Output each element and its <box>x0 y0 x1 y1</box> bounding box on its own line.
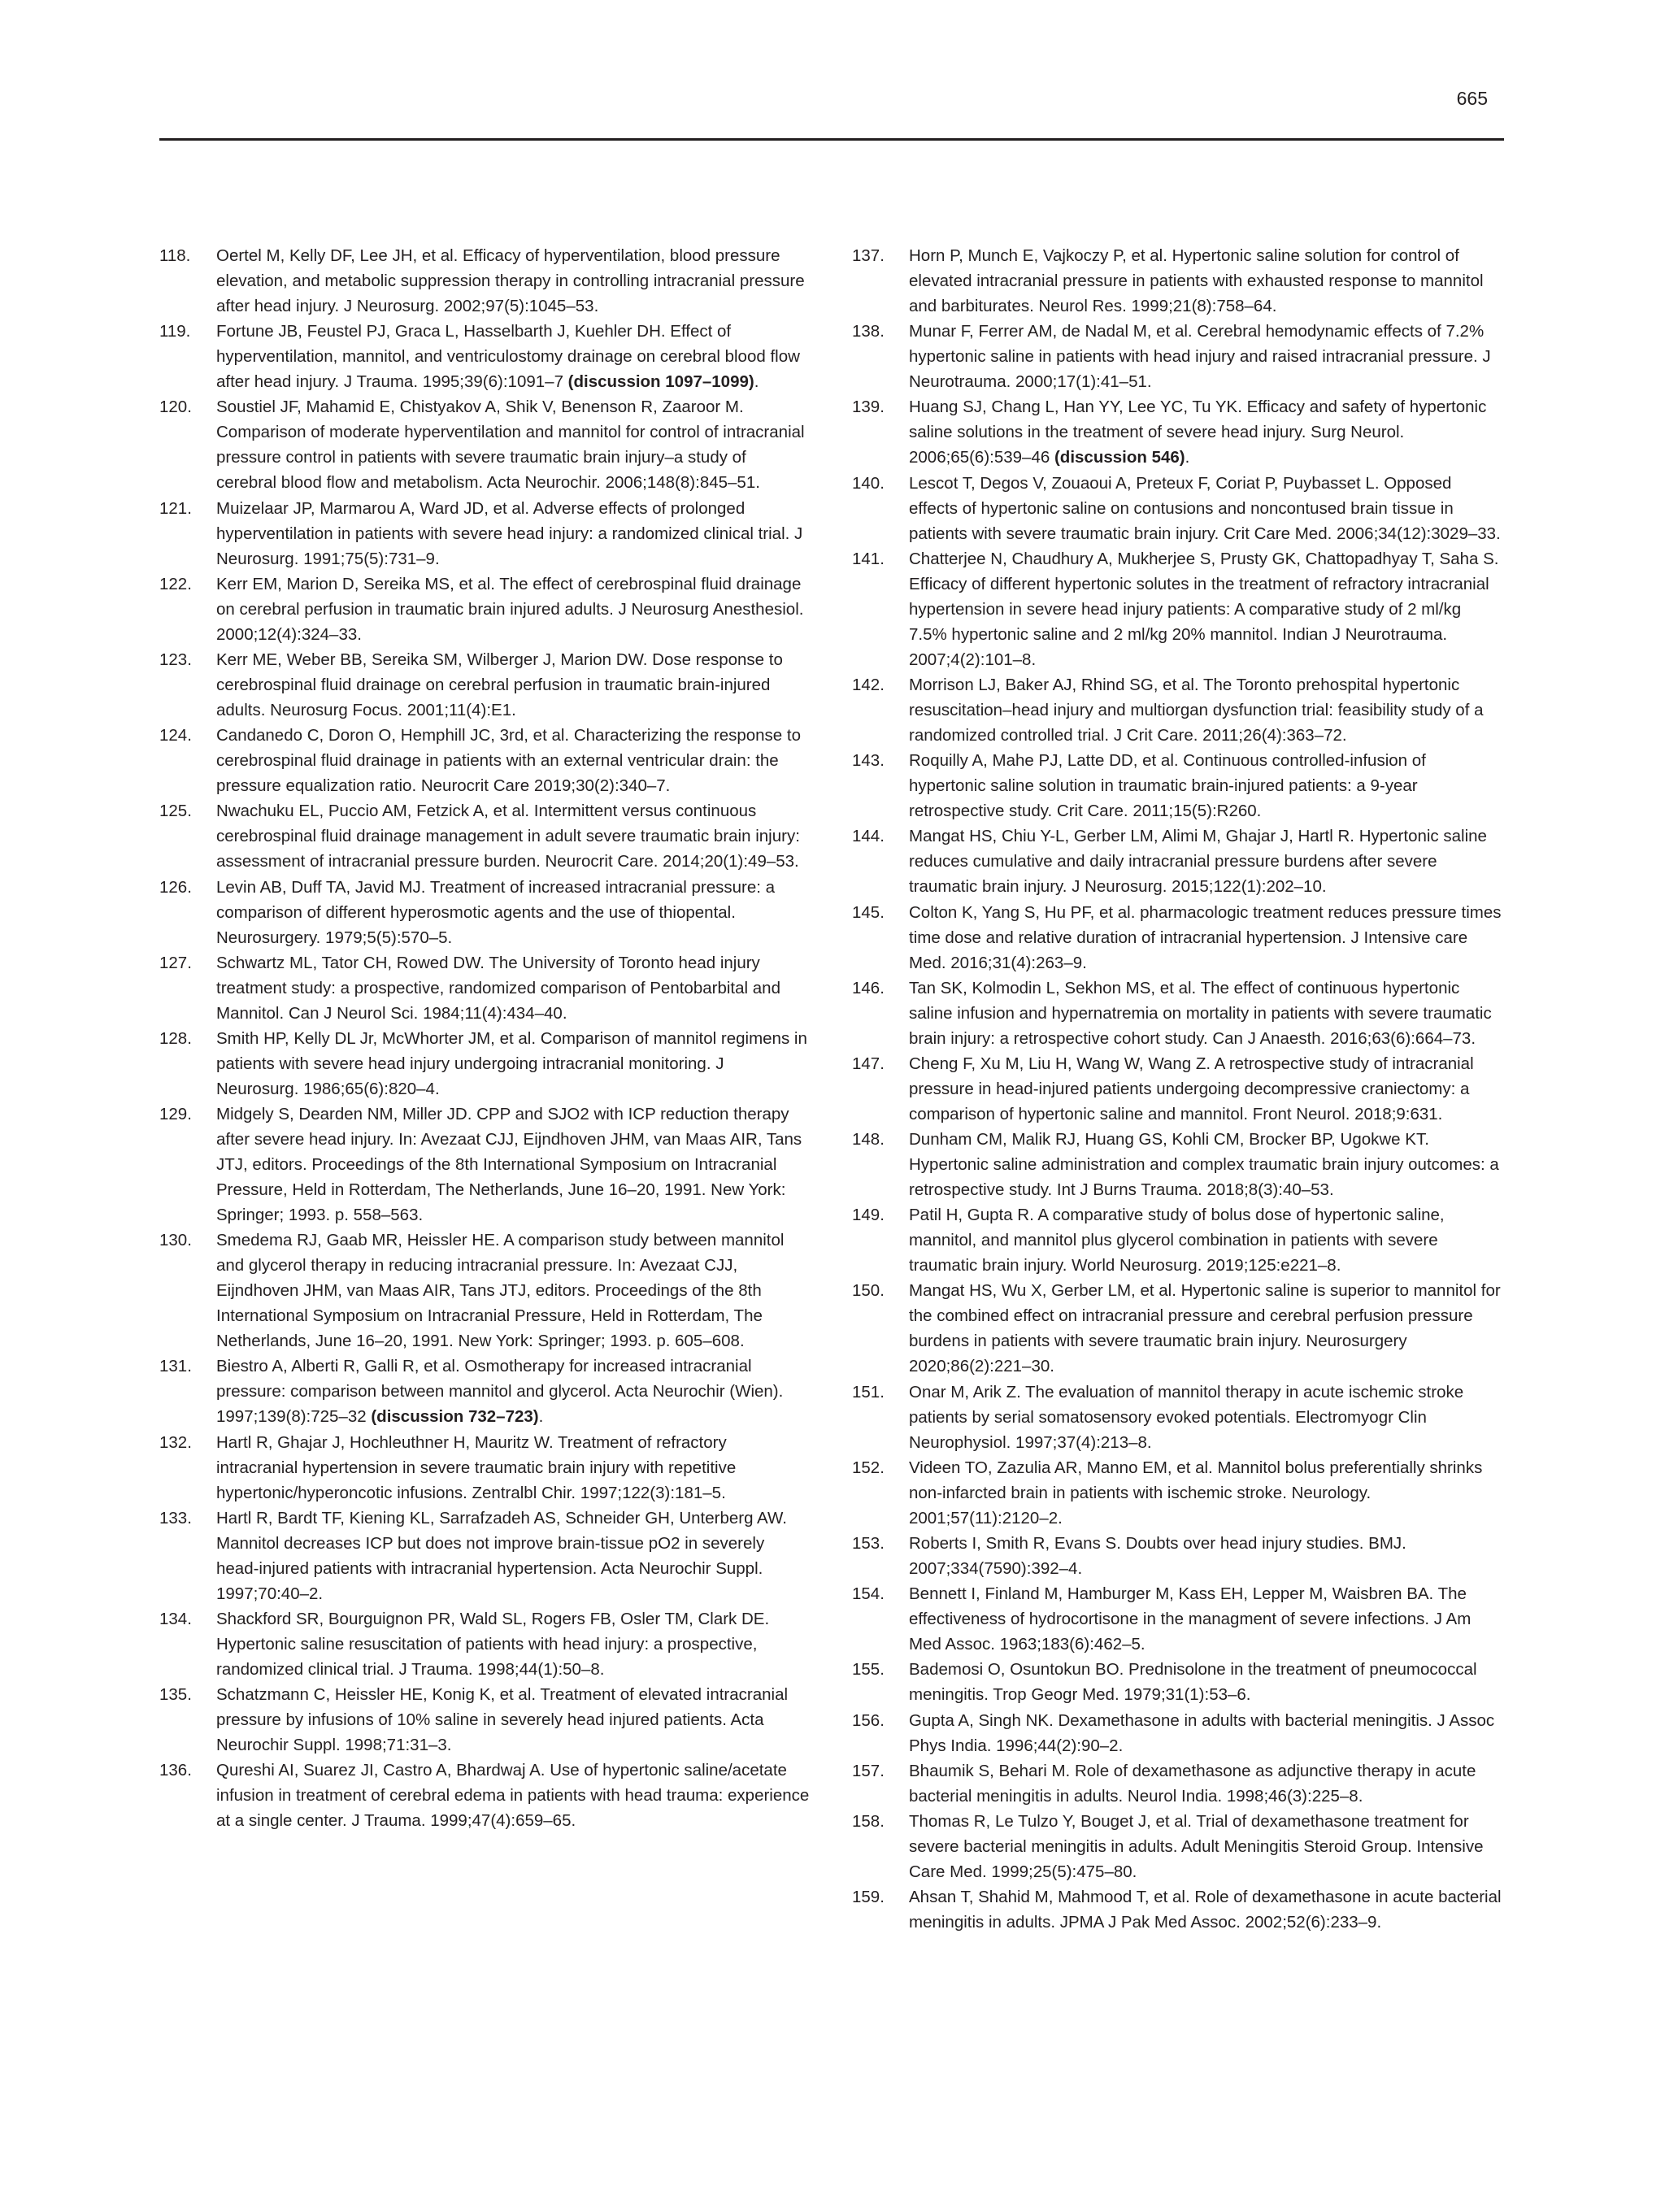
reference-text <box>216 1231 784 1350</box>
reference-item <box>159 1758 810 1833</box>
reference-citation: Fortune JB, Feustel PJ, Graca L, Hasselbarth J, Kuehler DH. Effect of hyperventilation, mannitol, and ventriculostomy drainage on cerebral blood flow after head injury. J Trauma. 1995;39(6):1091–7 <box>216 322 800 392</box>
reference-text <box>909 1888 1502 1932</box>
reference-number: 122. <box>159 574 192 593</box>
reference-item <box>159 875 810 950</box>
reference-number: 148. <box>852 1130 885 1149</box>
reference-citation: Thomas R, Le Tulzo Y, Bouget J, et al. Trial of dexamethasone treatment for severe bacterial meningitis in adults. Adult Meningitis Steroid Group. Intensive Care Med. 1999;25(5):475–80. <box>909 1811 1484 1881</box>
reference-number: 136. <box>159 1761 192 1780</box>
reference-number: 156. <box>852 1710 885 1730</box>
reference-number: 133. <box>159 1508 192 1528</box>
reference-citation: Chatterjee N, Chaudhury A, Mukherjee S, Prusty GK, Chattopadhyay T, Saha S. Efficacy of different hypertonic solutes in the treatment of refractory intracranial hypertension in severe head injury patients: A comparative study of 2 ml/kg 7.5% hypertonic saline and 2 ml/kg 20% mannitol. Indian J Neurotrauma. 2007;4(2):101–8. <box>909 549 1499 669</box>
reference-text <box>909 1130 1499 1199</box>
reference-number: 125. <box>159 802 192 821</box>
reference-item <box>159 1228 810 1354</box>
reference-number: 128. <box>159 1028 192 1048</box>
reference-number: 123. <box>159 650 192 669</box>
reference-citation: Hartl R, Ghajar J, Hochleuthner H, Mauritz W. Treatment of refractory intracranial hypertension in severe traumatic brain injury with repetitive hypertonic/hyperoncotic infusions. Zentralbl Chir. 1997;122(3):181–5. <box>216 1432 737 1502</box>
reference-number: 153. <box>852 1534 885 1553</box>
reference-item <box>852 976 1502 1051</box>
reference-text <box>909 550 1498 669</box>
reference-item <box>159 1026 810 1102</box>
reference-text <box>216 954 780 1023</box>
reference-number: 120. <box>159 398 192 417</box>
reference-text <box>216 1509 787 1603</box>
reference-number: 158. <box>852 1811 885 1831</box>
reference-item <box>159 723 810 798</box>
reference-citation: Tan SK, Kolmodin L, Sekhon MS, et al. The effect of continuous hypertonic saline infusion and hypernatremia on mortality in patients with severe traumatic brain injury: a retrospective cohort study. Can J Anaesth. 2016;63(6):664–73. <box>909 978 1492 1048</box>
reference-citation: Mangat HS, Chiu Y-L, Gerber LM, Alimi M, Ghajar J, Hartl R. Hypertonic saline reduces cumulative and daily intracranial pressure burdens after severe traumatic brain injury. J Neurosurg. 2015;122(1):202–10. <box>909 827 1487 897</box>
reference-item <box>159 647 810 723</box>
reference-citation: Cheng F, Xu M, Liu H, Wang W, Wang Z. A retrospective study of intracranial pressure in head-injured patients undergoing decompressive craniectomy: a comparison of hypertonic saline and mannitol. Front Neurol. 2018;9:631. <box>909 1054 1474 1123</box>
reference-number: 141. <box>852 549 885 568</box>
reference-text <box>909 979 1492 1048</box>
reference-item <box>159 1682 810 1758</box>
reference-item <box>852 1278 1502 1379</box>
reference-item <box>852 1708 1502 1758</box>
reference-trailing-punctuation: . <box>538 1407 544 1427</box>
reference-number: 118. <box>159 246 191 265</box>
reference-citation: Mangat HS, Wu X, Gerber LM, et al. Hypertonic saline is superior to mannitol for the combined effect on intracranial pressure and cerebral perfusion pressure burdens in patients with severe traumatic brain injury. Neurosurgery 2020;86(2):221–30. <box>909 1281 1501 1376</box>
reference-number: 152. <box>852 1458 885 1477</box>
reference-text <box>216 1685 788 1754</box>
reference-citation: Bademosi O, Osuntokun BO. Prednisolone in the treatment of pneumococcal meningitis. Trop Geogr Med. 1979;31(1):53–6. <box>909 1660 1477 1705</box>
reference-item <box>852 1809 1502 1884</box>
reference-citation: Schwartz ML, Tator CH, Rowed DW. The University of Toronto head injury treatment study: a prospective, randomized comparison of Pentobarbital and Mannitol. Can J Neurol Sci. 1984;11(4):434–40. <box>216 953 780 1023</box>
reference-text <box>909 1711 1494 1755</box>
reference-text <box>216 878 775 947</box>
reference-number: 142. <box>852 675 885 694</box>
reference-list-left <box>159 243 810 1834</box>
reference-trailing-punctuation: . <box>754 372 759 392</box>
reference-number: 155. <box>852 1660 885 1680</box>
reference-item <box>159 571 810 647</box>
reference-discussion: (discussion 546) <box>1054 448 1185 467</box>
reference-number: 130. <box>159 1231 192 1250</box>
reference-item <box>159 1102 810 1228</box>
reference-citation: Hartl R, Bardt TF, Kiening KL, Sarrafzadeh AS, Schneider GH, Unterberg AW. Mannitol decreases ICP but does not improve brain-tissue pO2 in severely head-injured patients with intracranial hypertension. Acta Neurochir Suppl. 1997;70:40–2. <box>216 1508 787 1603</box>
reference-citation: Candanedo C, Doron O, Hemphill JC, 3rd, et al. Characterizing the response to cerebrospinal fluid drainage in patients with an external ventricular drain: the pressure equalization ratio. Neurocrit Care 2019;30(2):340–7. <box>216 726 802 796</box>
reference-text <box>216 575 803 644</box>
reference-number: 147. <box>852 1054 885 1073</box>
reference-text <box>216 802 800 871</box>
reference-item <box>852 1531 1502 1581</box>
reference-text <box>216 726 801 795</box>
reference-text <box>909 903 1501 972</box>
reference-item <box>852 1657 1502 1707</box>
reference-citation: Smith HP, Kelly DL Jr, McWhorter JM, et al. Comparison of mannitol regimens in patients with severe head injury undergoing intracranial monitoring. J Neurosurg. 1986;65(6):820–4. <box>216 1028 807 1098</box>
reference-item <box>852 900 1502 976</box>
reference-text <box>909 1054 1474 1123</box>
reference-citation: Huang SJ, Chang L, Han YY, Lee YC, Tu YK. Efficacy and safety of hypertonic saline solutions in the treatment of severe head injury. Surg Neurol. 2006;65(6):539–46 <box>909 398 1487 467</box>
reference-item <box>159 1430 810 1506</box>
reference-number: 159. <box>852 1888 885 1907</box>
reference-item <box>852 1581 1502 1657</box>
reference-item <box>852 394 1502 470</box>
reference-text <box>909 1206 1445 1275</box>
reference-text <box>909 398 1486 467</box>
reference-text <box>909 1812 1483 1881</box>
reference-text <box>216 650 783 719</box>
reference-citation: Muizelaar JP, Marmarou A, Ward JD, et al. Adverse effects of prolonged hyperventilation in patients with severe head injury: a randomized clinical trial. J Neurosurg. 1991;75(5):731–9. <box>216 498 803 568</box>
reference-item <box>852 1884 1502 1935</box>
reference-item <box>852 1051 1502 1127</box>
reference-number: 145. <box>852 902 885 922</box>
reference-citation: Shackford SR, Bourguignon PR, Wald SL, Rogers FB, Osler TM, Clark DE. Hypertonic saline resuscitation of patients with head injury: a prospective, randomized clinical trial. J Trauma. 1998;44(1):50–8. <box>216 1610 770 1679</box>
reference-item <box>852 748 1502 824</box>
reference-citation: Dunham CM, Malik RJ, Huang GS, Kohli CM, Brocker BP, Ugokwe KT. Hypertonic saline administration and complex traumatic brain injury outcomes: a retrospective study. Int J Burns Trauma. 2018;8(3):40–53. <box>909 1130 1499 1200</box>
reference-text <box>216 246 805 315</box>
reference-text <box>216 1105 802 1224</box>
reference-item <box>159 496 810 571</box>
reference-number: 144. <box>852 827 885 846</box>
reference-item <box>852 1455 1502 1531</box>
reference-citation: Patil H, Gupta R. A comparative study of bolus dose of hypertonic saline, mannitol, and mannitol plus glycerol combination in patients with severe traumatic brain injury. World Neurosurg. 2019;125:e221–8. <box>909 1206 1445 1275</box>
reference-item <box>852 546 1502 672</box>
reference-text <box>909 1534 1406 1578</box>
reference-item <box>852 471 1502 546</box>
reference-item <box>159 798 810 874</box>
reference-item <box>159 243 810 319</box>
reference-number: 135. <box>159 1685 192 1705</box>
reference-text <box>909 1584 1471 1654</box>
reference-number: 149. <box>852 1206 885 1225</box>
reference-citation: Onar M, Arik Z. The evaluation of mannitol therapy in acute ischemic stroke patients by serial somatosensory evoked potentials. Electromyogr Clin Neurophysiol. 1997;37(4):213–8. <box>909 1382 1464 1452</box>
reference-citation: Colton K, Yang S, Hu PF, et al. pharmacologic treatment reduces pressure times time dose and relative duration of intracranial hypertension. J Intensive care Med. 2016;31(4):263–9. <box>909 902 1502 972</box>
reference-number: 139. <box>852 398 885 417</box>
reference-text <box>216 499 802 568</box>
reference-text <box>216 1029 807 1098</box>
reference-number: 138. <box>852 322 885 341</box>
reference-text <box>909 1383 1463 1452</box>
reference-item <box>852 1202 1502 1278</box>
reference-text <box>909 322 1491 391</box>
reference-number: 131. <box>159 1357 192 1376</box>
reference-number: 126. <box>159 877 192 897</box>
reference-number: 129. <box>159 1105 192 1124</box>
reference-number: 124. <box>159 726 192 745</box>
reference-number: 143. <box>852 751 885 771</box>
reference-text <box>909 676 1484 745</box>
reference-text <box>909 1660 1477 1704</box>
reference-item <box>159 319 810 394</box>
reference-number: 151. <box>852 1382 885 1402</box>
reference-item <box>852 243 1502 319</box>
reference-number: 154. <box>852 1584 885 1604</box>
reference-item <box>852 672 1502 748</box>
reference-number: 119. <box>159 322 191 341</box>
reference-citation: Biestro A, Alberti R, Galli R, et al. Osmotherapy for increased intracranial pressure: comparison between mannitol and glycerol. Acta Neurochir (Wien). 1997;139(8):725–32 <box>216 1357 784 1427</box>
reference-item <box>852 1127 1502 1202</box>
reference-citation: Midgely S, Dearden NM, Miller JD. CPP and SJO2 with ICP reduction therapy after severe head injury. In: Avezaat CJJ, Eijndhoven JHM, van Maas AIR, Tans JTJ, editors. Proceedings of the 8th International Symposium on Intracranial Pressure, Held in Rotterdam, The Netherlands, June 16–20, 1991. New York: Springer; 1993. p. 558–563. <box>216 1105 802 1225</box>
reference-number: 132. <box>159 1432 192 1452</box>
reference-number: 121. <box>159 498 192 518</box>
reference-citation: Horn P, Munch E, Vajkoczy P, et al. Hypertonic saline solution for control of elevated intracranial pressure in patients with exhausted response to mannitol and barbiturates. Neurol Res. 1999;21(8):758–64. <box>909 246 1484 315</box>
reference-citation: Roquilly A, Mahe PJ, Latte DD, et al. Continuous controlled-infusion of hypertonic saline solution in traumatic brain-injured patients: a 9-year retrospective study. Crit Care. 2011;15(5):R260. <box>909 751 1426 821</box>
reference-item <box>852 1380 1502 1455</box>
reference-text <box>216 1610 769 1679</box>
reference-text <box>909 1762 1476 1806</box>
reference-citation: Schatzmann C, Heissler HE, Konig K, et al. Treatment of elevated intracranial pressure by infusions of 10% saline in severely head injured patients. Acta Neurochir Suppl. 1998;71:31–3. <box>216 1685 789 1755</box>
reference-citation: Videen TO, Zazulia AR, Manno EM, et al. Mannitol bolus preferentially shrinks non-infarcted brain in patients with ischemic stroke. Neurology. 2001;57(11):2120–2. <box>909 1458 1483 1528</box>
reference-item <box>159 394 810 495</box>
reference-citation: Gupta A, Singh NK. Dexamethasone in adults with bacterial meningitis. J Assoc Phys India. 1996;44(2):90–2. <box>909 1710 1495 1755</box>
reference-citation: Levin AB, Duff TA, Javid MJ. Treatment of increased intracranial pressure: a comparison of different hyperosmotic agents and the use of thiopental. Neurosurgery. 1979;5(5):570–5. <box>216 877 776 947</box>
reference-number: 137. <box>852 246 885 265</box>
reference-number: 146. <box>852 978 885 997</box>
reference-number: 127. <box>159 953 192 972</box>
reference-text <box>216 398 805 492</box>
reference-item <box>852 1758 1502 1809</box>
reference-citation: Bennett I, Finland M, Hamburger M, Kass EH, Lepper M, Waisbren BA. The effectiveness of hydrocortisone in the managment of severe infections. J Am Med Assoc. 1963;183(6):462–5. <box>909 1584 1472 1654</box>
reference-citation: Oertel M, Kelly DF, Lee JH, et al. Efficacy of hyperventilation, blood pressure elevation, and metabolic suppression therapy in controlling intracranial pressure after head injury. J Neurosurg. 2002;97(5):1045–53. <box>216 246 805 315</box>
reference-text <box>909 246 1484 315</box>
reference-citation: Ahsan T, Shahid M, Mahmood T, et al. Role of dexamethasone in acute bacterial meningitis in adults. JPMA J Pak Med Assoc. 2002;52(6):233–9. <box>909 1888 1502 1932</box>
reference-text <box>909 751 1426 820</box>
reference-item <box>159 1354 810 1429</box>
reference-number: 140. <box>852 473 885 493</box>
reference-number: 150. <box>852 1281 885 1301</box>
reference-list-right <box>852 243 1502 1935</box>
reference-citation: Lescot T, Degos V, Zouaoui A, Preteux F, Coriat P, Puybasset L. Opposed effects of hypertonic saline on contusions and noncontused brain tissue in patients with severe traumatic brain injury. Crit Care Med. 2006;34(12):3029–33. <box>909 473 1501 543</box>
header-rule <box>159 138 1504 141</box>
reference-text <box>216 1357 783 1426</box>
reference-item <box>159 1506 810 1606</box>
reference-citation: Roberts I, Smith R, Evans S. Doubts over head injury studies. BMJ. 2007;334(7590):392–4. <box>909 1534 1406 1578</box>
reference-number: 134. <box>159 1610 192 1628</box>
reference-text <box>909 1281 1501 1375</box>
reference-citation: Bhaumik S, Behari M. Role of dexamethasone as adjunctive therapy in acute bacterial meningitis in adults. Neurol India. 1998;46(3):225–8. <box>909 1761 1476 1806</box>
reference-item <box>852 824 1502 899</box>
reference-text <box>909 827 1487 896</box>
reference-citation: Morrison LJ, Baker AJ, Rhind SG, et al. The Toronto prehospital hypertonic resuscitation–head injury and multiorgan dysfunction trial: feasibility study of a randomized controlled trial. J Crit Care. 2011;26(4):363–72. <box>909 675 1484 745</box>
reference-trailing-punctuation: . <box>1185 448 1190 467</box>
reference-text <box>216 322 800 391</box>
reference-citation: Munar F, Ferrer AM, de Nadal M, et al. Cerebral hemodynamic effects of 7.2% hypertonic saline in patients with head injury and raised intracranial pressure. J Neurotrauma. 2000;17(1):41–51. <box>909 322 1491 392</box>
reference-citation: Soustiel JF, Mahamid E, Chistyakov A, Shik V, Benenson R, Zaaroor M. Comparison of moderate hyperventilation and mannitol for control of intracranial pressure control in patients with severe traumatic brain injury–a study of cerebral blood flow and metabolism. Acta Neurochir. 2006;148(8):845–51. <box>216 398 805 493</box>
reference-citation: Kerr EM, Marion D, Sereika MS, et al. The effect of cerebrospinal fluid drainage on cerebral perfusion in traumatic brain injured adults. J Neurosurg Anesthesiol. 2000;12(4):324–33. <box>216 574 804 644</box>
reference-item <box>852 319 1502 394</box>
reference-discussion: (discussion 1097–1099) <box>567 372 754 392</box>
reference-text <box>216 1433 736 1502</box>
reference-text <box>909 1458 1482 1528</box>
reference-item <box>159 1606 810 1682</box>
page-number: 665 <box>1456 88 1488 109</box>
reference-discussion: (discussion 732–723) <box>371 1407 539 1427</box>
reference-item <box>159 950 810 1026</box>
reference-citation: Nwachuku EL, Puccio AM, Fetzick A, et al. Intermittent versus continuous cerebrospinal fluid drainage management in adult severe traumatic brain injury: assessment of intracranial pressure burden. Neurocrit Care. 2014;20(1):49–53. <box>216 802 800 871</box>
reference-number: 157. <box>852 1761 885 1780</box>
reference-text <box>909 474 1501 543</box>
reference-text <box>216 1761 809 1830</box>
reference-citation: Smedema RJ, Gaab MR, Heissler HE. A comparison study between mannitol and glycerol therapy in reducing intracranial pressure. In: Avezaat CJJ, Eijndhoven JHM, van Maas AIR, Tans JTJ, editors. Proceedings of the 8th International Symposium on Intracranial Pressure, Held in Rotterdam, The Netherlands, June 16–20, 1991. New York: Springer; 1993. p. 605–608. <box>216 1231 785 1351</box>
reference-citation: Kerr ME, Weber BB, Sereika SM, Wilberger J, Marion DW. Dose response to cerebrospinal fluid drainage on cerebral perfusion in traumatic brain-injured adults. Neurosurg Focus. 2001;11(4):E1. <box>216 650 783 719</box>
reference-citation: Qureshi AI, Suarez JI, Castro A, Bhardwaj A. Use of hypertonic saline/acetate infusion in treatment of cerebral edema in patients with head trauma: experience at a single center. J Trauma. 1999;47(4):659–65. <box>216 1761 810 1831</box>
